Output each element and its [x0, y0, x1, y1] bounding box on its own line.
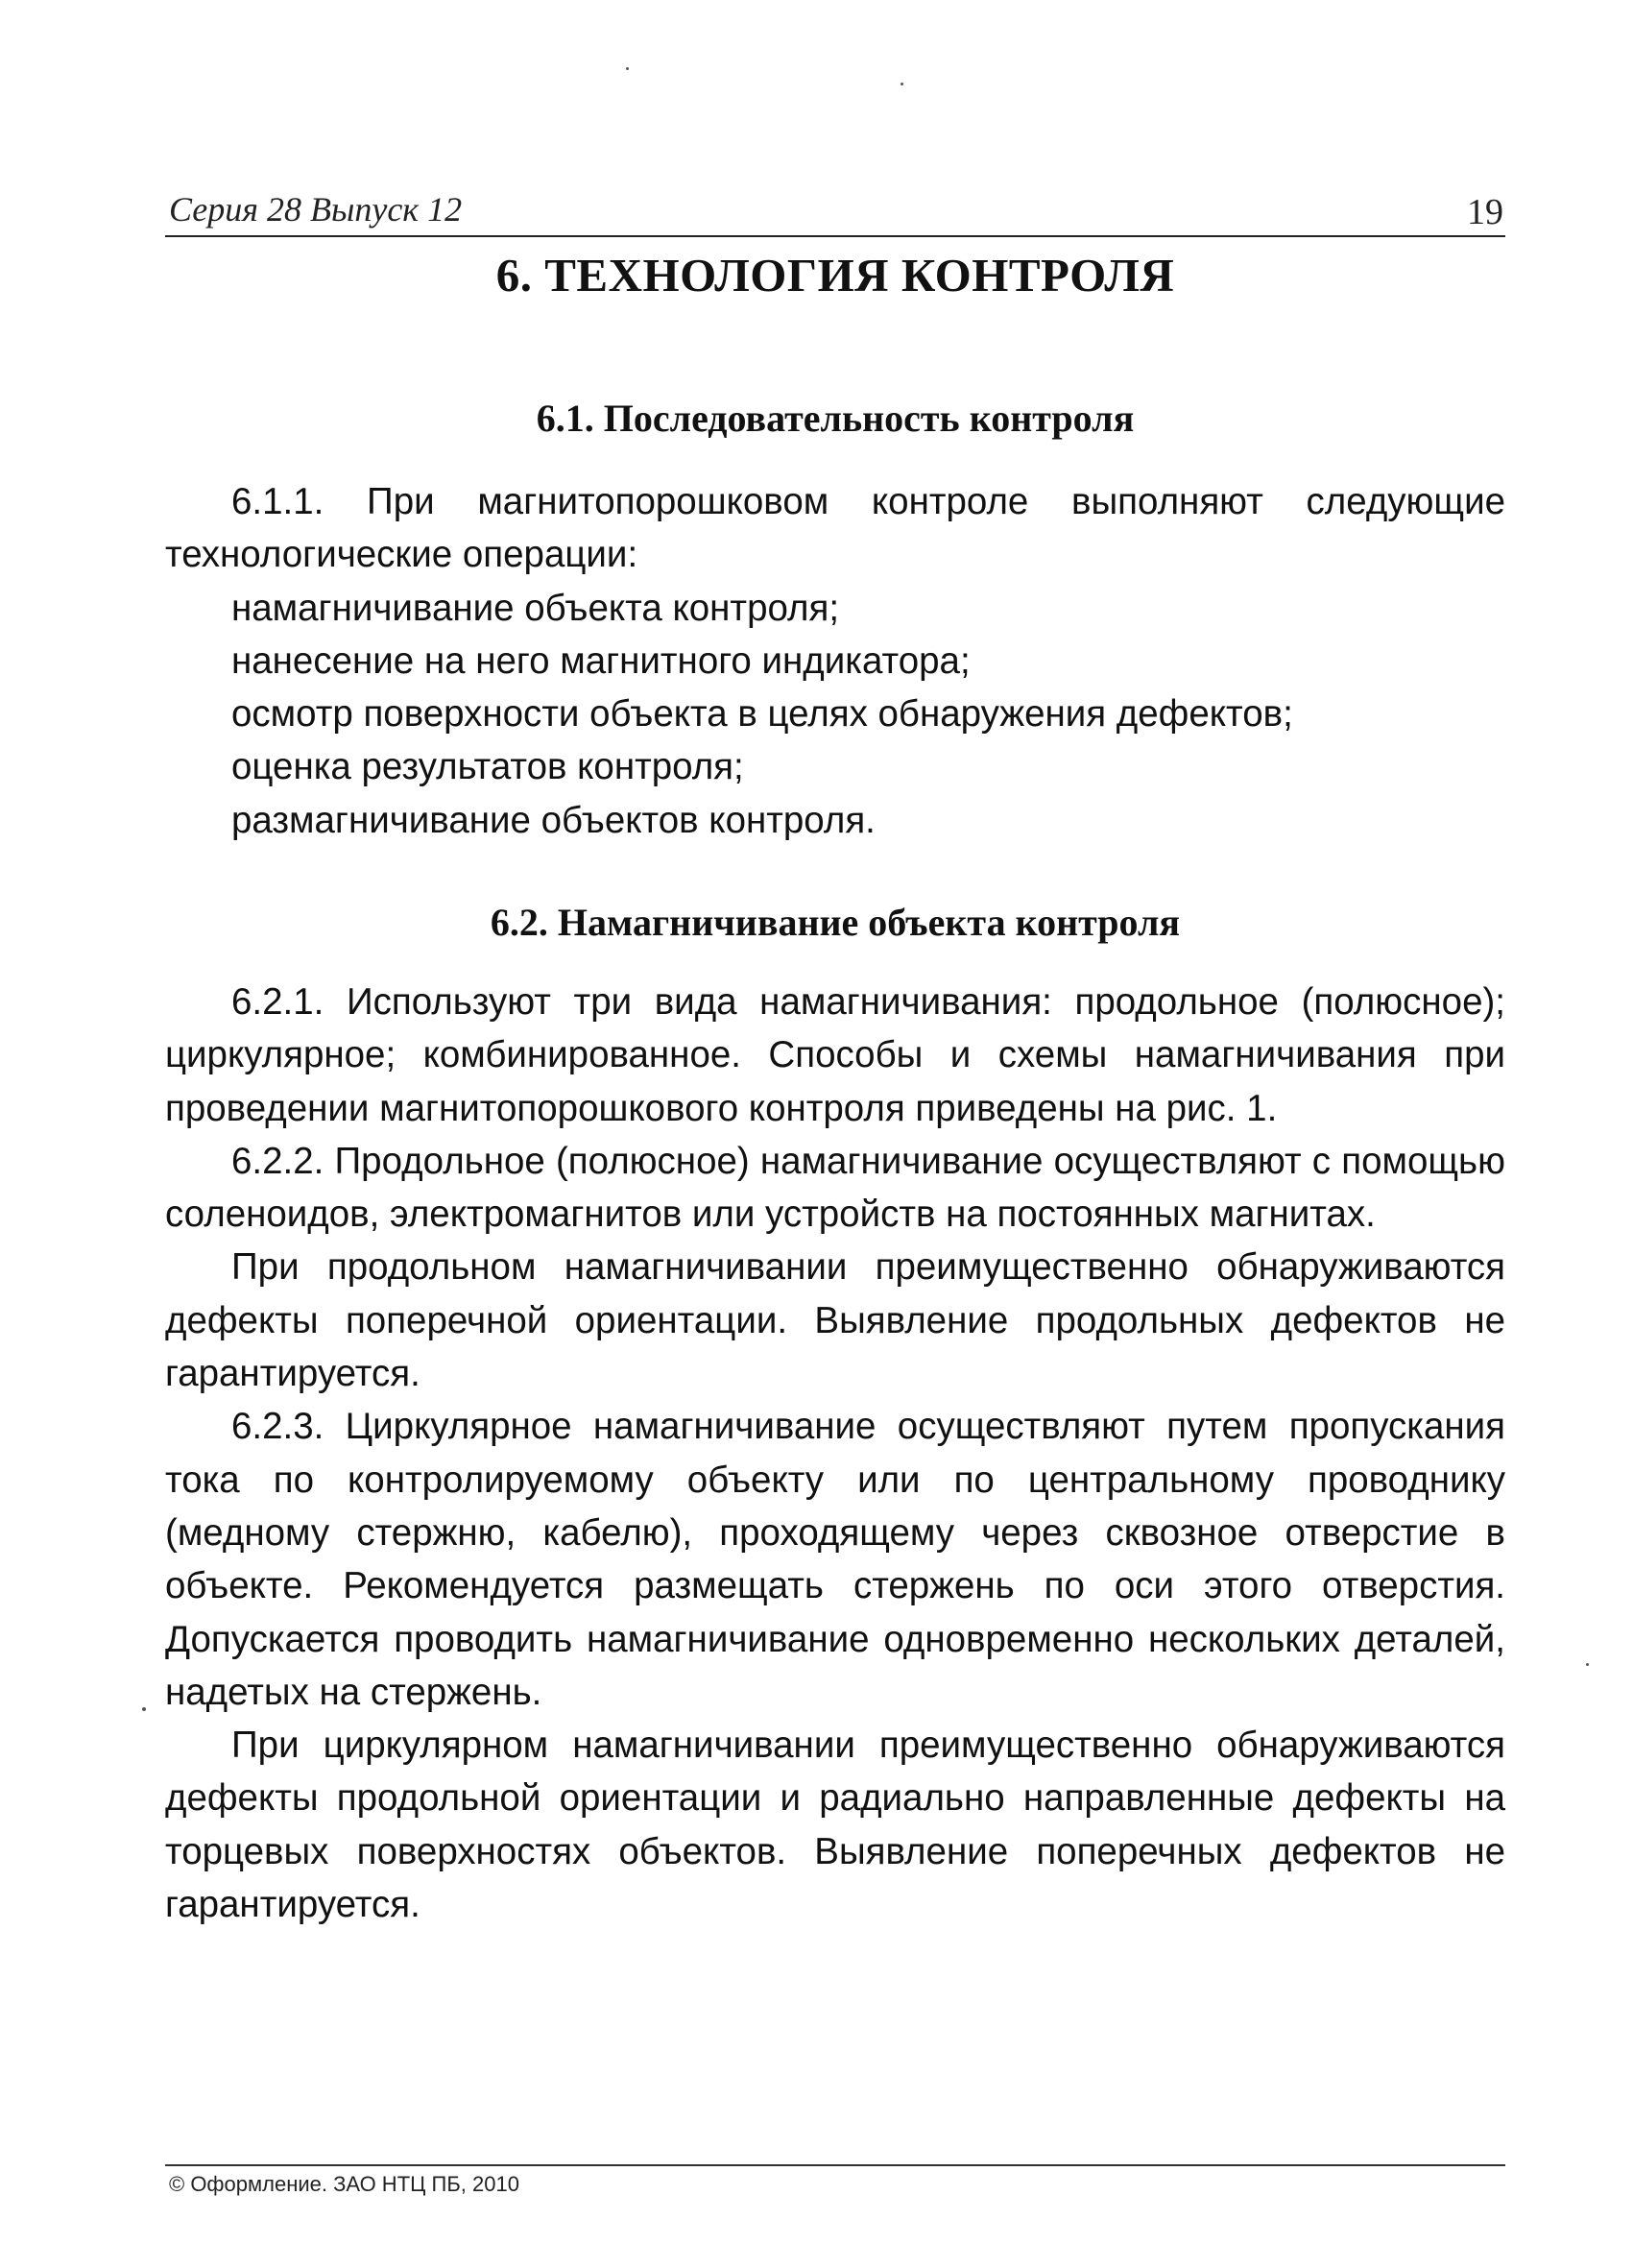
footer-rule	[165, 2164, 1505, 2166]
operation-item: намагничивание объекта контроля;	[231, 587, 840, 629]
operation-item: нанесение на него магнитного индикатора;	[231, 639, 971, 682]
section-title-6-2: 6.2. Намагничивание объекта контроля	[490, 901, 1181, 944]
scan-speck	[142, 1707, 146, 1711]
scan-speck	[1586, 1663, 1589, 1666]
running-header	[165, 185, 1505, 237]
operation-item: осмотр поверхности объекта в целях обнаружения дефектов;	[231, 693, 1293, 736]
paragraph-6-2-3: 6.2.3. Циркулярное намагничивание осуществляют путем пропускания тока по контролируемому объекту или по центральному проводнику (медному стержню, кабелю), проходящему через сквозное отверстие в объекте. Рекомендуется размещать стержень по оси этого отверстия. Допускается проводить намагничивание одновременно нескольких деталей, надетых на стержень.	[165, 1406, 1505, 1713]
operation-item: размагничивание объектов контроля.	[231, 799, 876, 841]
scan-speck	[626, 67, 629, 70]
series-label: Серия 28 Выпуск 12	[169, 190, 463, 229]
paragraph-6-1-1: 6.1.1. При магнитопорошковом контроле выполняют следующие технологические операции:	[165, 481, 1505, 576]
paragraph-6-2-1: 6.2.1. Используют три вида намагничивания: продольное (полюсное); циркулярное; комбинированное. Способы и схемы намагничивания при проведении магнитопорошкового контроля приведены на рис. 1.	[165, 981, 1505, 1129]
scan-speck	[901, 83, 903, 85]
chapter-title: 6. ТЕХНОЛОГИЯ КОНТРОЛЯ	[495, 249, 1175, 302]
copyright-notice: © Оформление. ЗАО НТЦ ПБ, 2010	[169, 2172, 519, 2196]
paragraph-circular-defects: При циркулярном намагничивании преимущественно обнаруживаются дефекты продольной ориентации и радиально направленные дефекты на торцевых поверхностях объектов. Выявление поперечных дефектов не гарантируется.	[165, 1725, 1505, 1926]
section-6-1-body	[165, 475, 1505, 847]
operation-item: оценка результатов контроля;	[231, 746, 744, 788]
paragraph-longitudinal-defects: При продольном намагничивании преимущественно обнаруживаются дефекты поперечной ориентации. Выявление продольных дефектов не гарантируется.	[165, 1246, 1505, 1395]
section-title-6-1: 6.1. Последовательность контроля	[536, 397, 1135, 440]
paragraph-6-2-2: 6.2.2. Продольное (полюсное) намагничивание осуществляют с помощью соленоидов, электромагнитов или устройств на постоянных магнитах.	[165, 1140, 1505, 1236]
page-number: 19	[1467, 192, 1503, 232]
section-6-2-body	[165, 976, 1505, 1931]
